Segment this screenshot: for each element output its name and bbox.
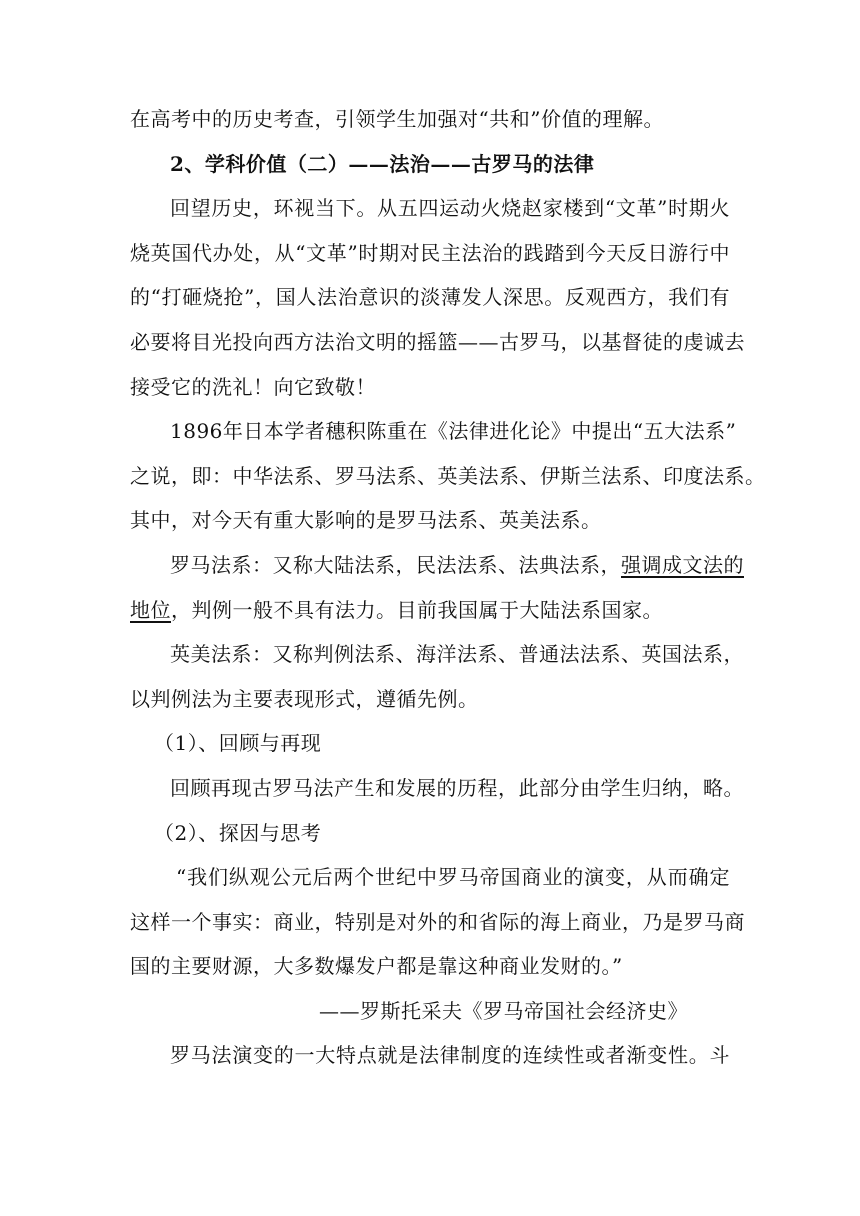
paragraph-text: 罗马法系：又称大陆法系，民法法系、法典法系， <box>170 552 621 577</box>
section-heading: 2、学科价值（二）——法治——古罗马的法律 <box>170 151 595 176</box>
paragraph-line: 回望历史，环视当下。从五四运动火烧赵家楼到“文革”时期火 <box>170 196 730 221</box>
paragraph-line: 的“打砸烧抢”，国人法治意识的淡薄发人深思。反观西方，我们有 <box>130 285 730 310</box>
underlined-text: 强调成文法的 <box>621 552 744 577</box>
paragraph-line: 回顾再现古罗马法产生和发展的历程，此部分由学生归纳，略。 <box>170 775 744 800</box>
quote-line: “我们纵观公元后两个世纪中罗马帝国商业的演变，从而确定 <box>176 865 730 890</box>
quote-attribution: ——罗斯托采夫《罗马帝国社会经济史》 <box>319 998 688 1023</box>
paragraph-line: 必要将目光投向西方法治文明的摇篮——古罗马，以基督徒的虔诚去 <box>130 329 745 354</box>
paragraph-line <box>130 595 730 625</box>
paragraph-line: 在高考中的历史考查，引领学生加强对“共和”价值的理解。 <box>130 107 664 131</box>
quote-line: 这样一个事实：商业，特别是对外的和省际的海上商业，乃是罗马商 <box>130 909 745 934</box>
paragraph-line: 接受它的洗礼！向它致敬！ <box>130 374 376 399</box>
paragraph-line <box>130 550 744 580</box>
paragraph-line: 之说，即：中华法系、罗马法系、英美法系、伊斯兰法系、印度法系。 <box>130 463 766 488</box>
document-page <box>130 104 766 1085</box>
paragraph-line: 烧英国代办处，从“文革”时期对民主法治的践踏到今天反日游行中 <box>130 240 730 265</box>
subsection-heading: （2）、探因与思考 <box>154 820 322 845</box>
quote-line: 国的主要财源，大多数爆发户都是靠这种商业发财的。” <box>130 954 623 979</box>
paragraph-line: 其中，对今天有重大影响的是罗马法系、英美法系。 <box>130 508 602 533</box>
underlined-text: 地位 <box>130 597 171 622</box>
paragraph-line: 1896年日本学者穗积陈重在《法律进化论》中提出“五大法系” <box>170 419 737 444</box>
paragraph-line: 以判例法为主要表现形式，遵循先例。 <box>130 686 479 711</box>
paragraph-text: ，判例一般不具有法力。目前我国属于大陆法系国家。 <box>171 597 663 622</box>
paragraph-line: 英美法系：又称判例法系、海洋法系、普通法法系、英国法系， <box>170 642 744 667</box>
subsection-heading: （1）、回顾与再现 <box>154 731 322 756</box>
paragraph-line: 罗马法演变的一大特点就是法律制度的连续性或者渐变性。斗 <box>170 1043 730 1068</box>
